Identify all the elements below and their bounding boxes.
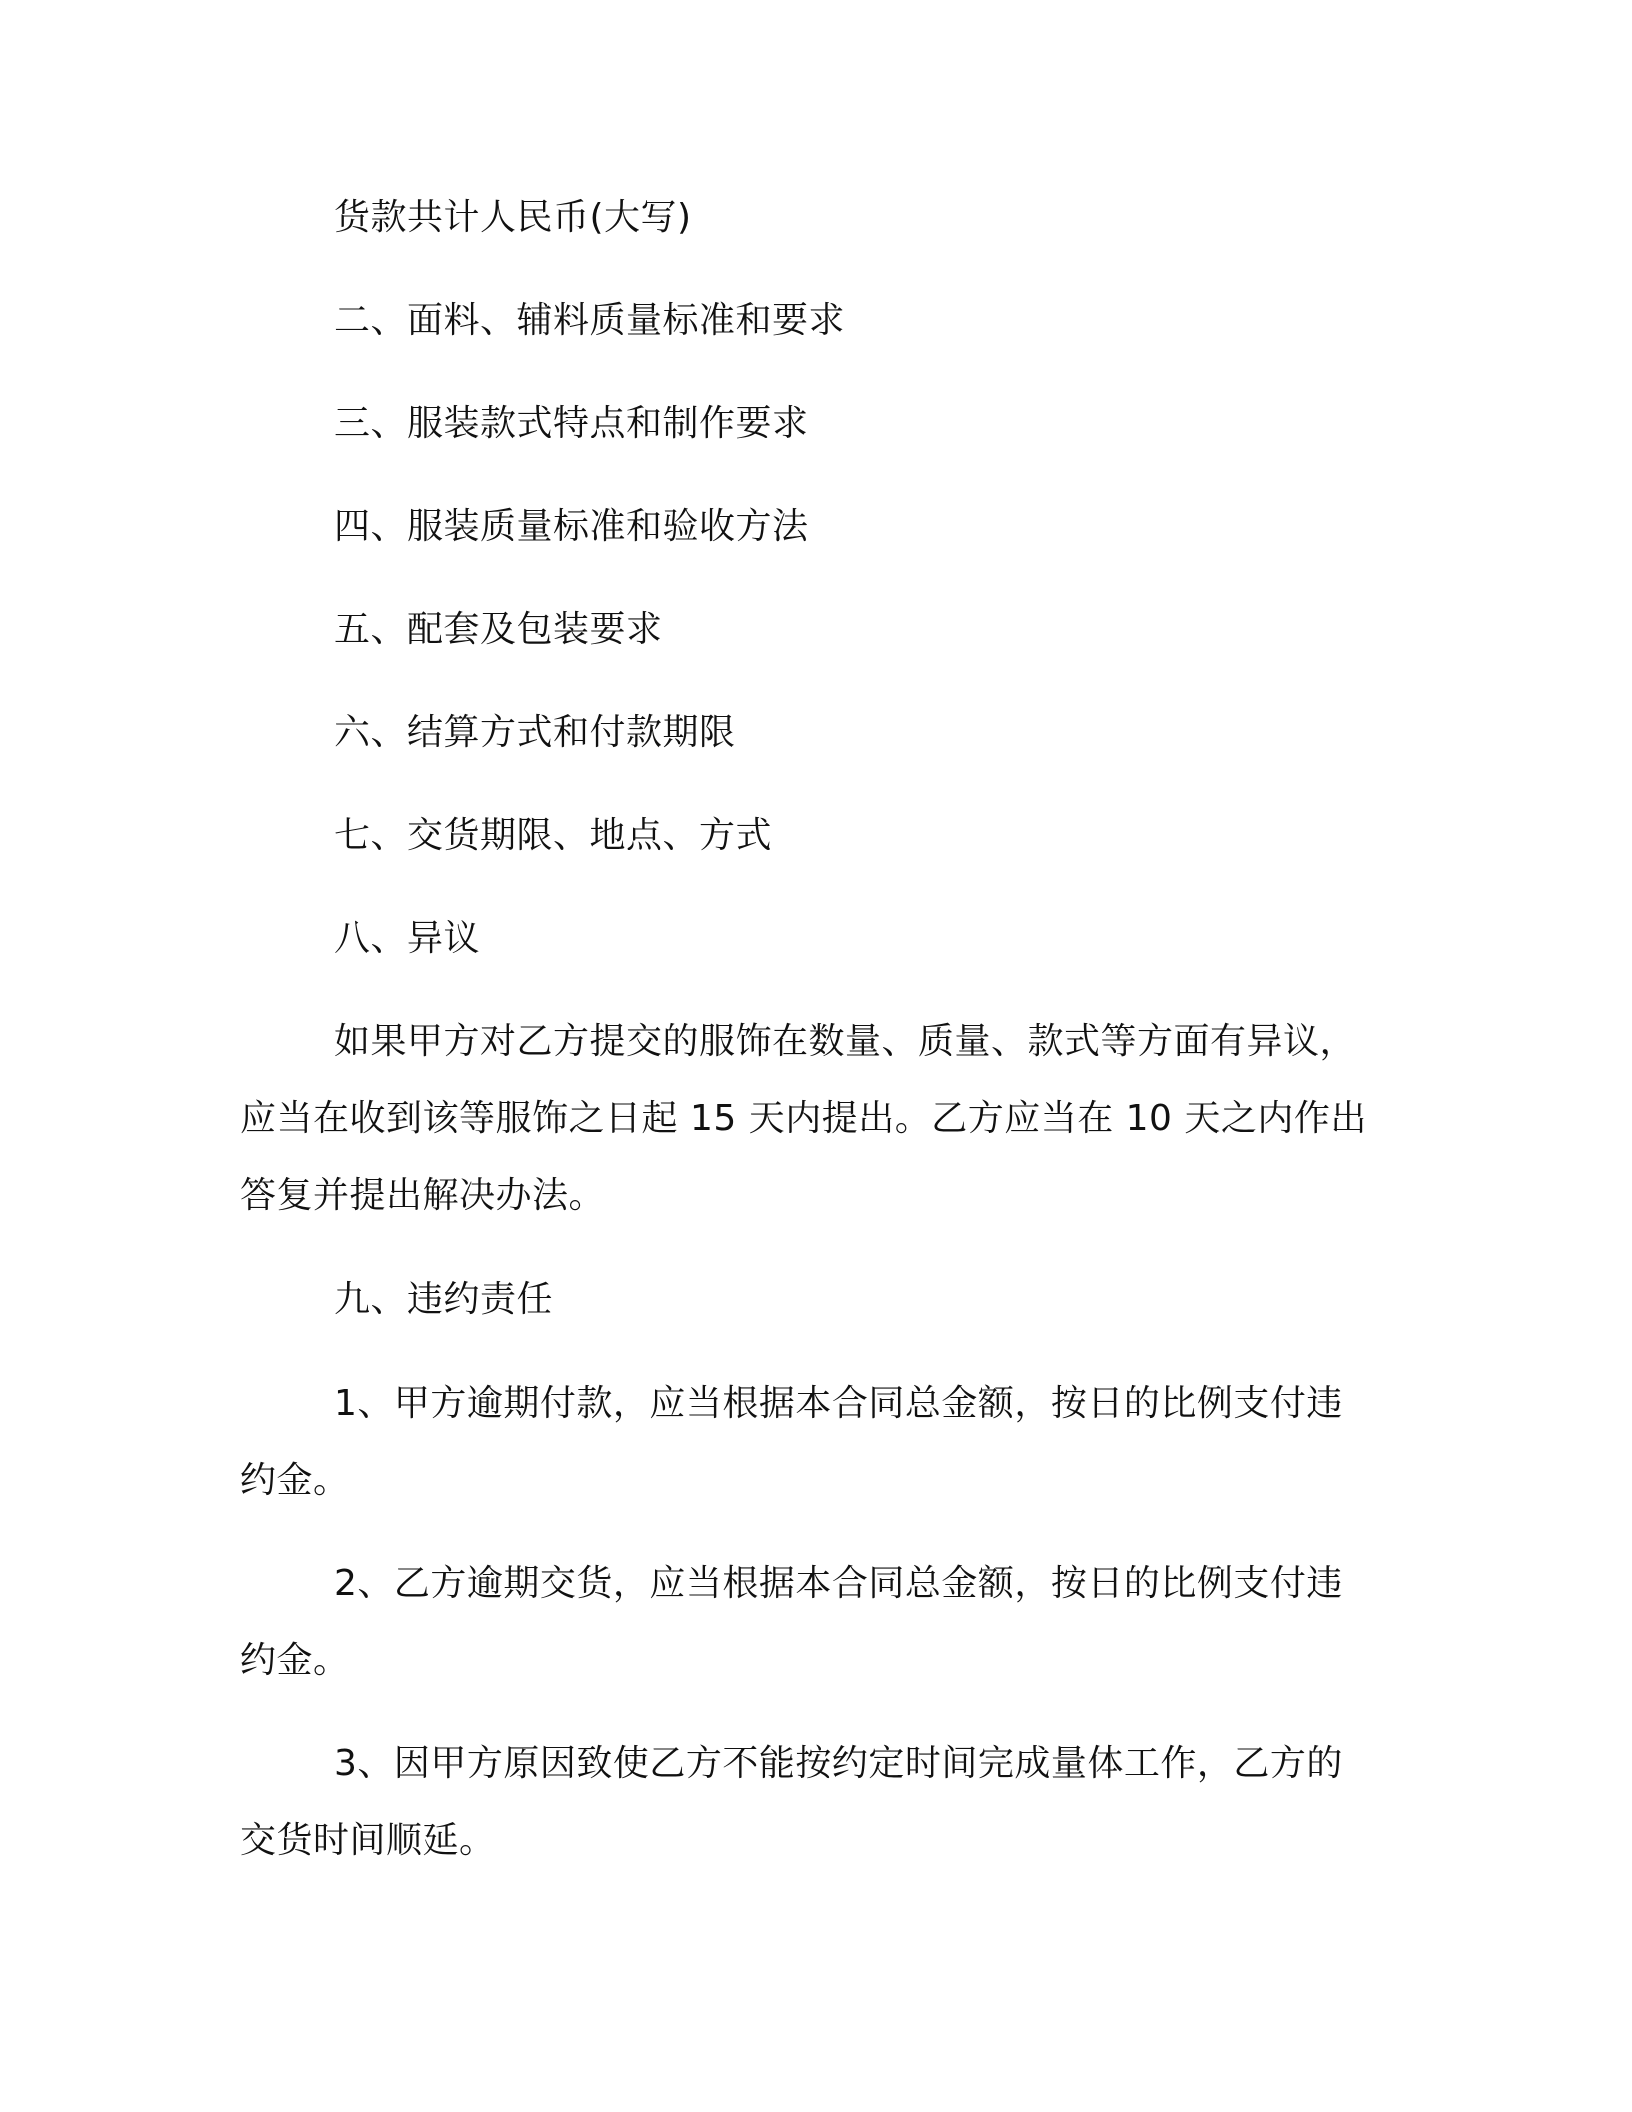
heading-section-2: 二、面料、辅料质量标准和要求: [334, 300, 846, 341]
paragraph-clause-1: 1、甲方逾期付款，应当根据本合同总金额，按日的比例支付违约金。: [240, 1383, 1343, 1501]
heading-section-7: 七、交货期限、地点、方式: [334, 815, 773, 856]
heading-section-3: 三、服装款式特点和制作要求: [334, 403, 809, 444]
heading-section-4: 四、服装质量标准和验收方法: [334, 506, 809, 547]
paragraph-clause-2: 2、乙方逾期交货，应当根据本合同总金额，按日的比例支付违约金。: [240, 1563, 1343, 1681]
heading-section-6: 六、结算方式和付款期限: [334, 712, 736, 753]
heading-section-5: 五、配套及包装要求: [334, 609, 663, 650]
heading-section-8: 八、异议: [334, 918, 481, 959]
heading-section-9: 九、违约责任: [334, 1279, 554, 1320]
paragraph-clause-3: 3、因甲方原因致使乙方不能按约定时间完成量体工作，乙方的交货时间顺延。: [240, 1743, 1343, 1861]
line-payment-total: 货款共计人民币(大写): [334, 197, 692, 238]
paragraph-objection: 如果甲方对乙方提交的服饰在数量、质量、款式等方面有异议，应当在收到该等服饰之日起 15 天内提出。乙方应当在 10 天之内作出答复并提出解决办法。: [240, 1021, 1367, 1216]
